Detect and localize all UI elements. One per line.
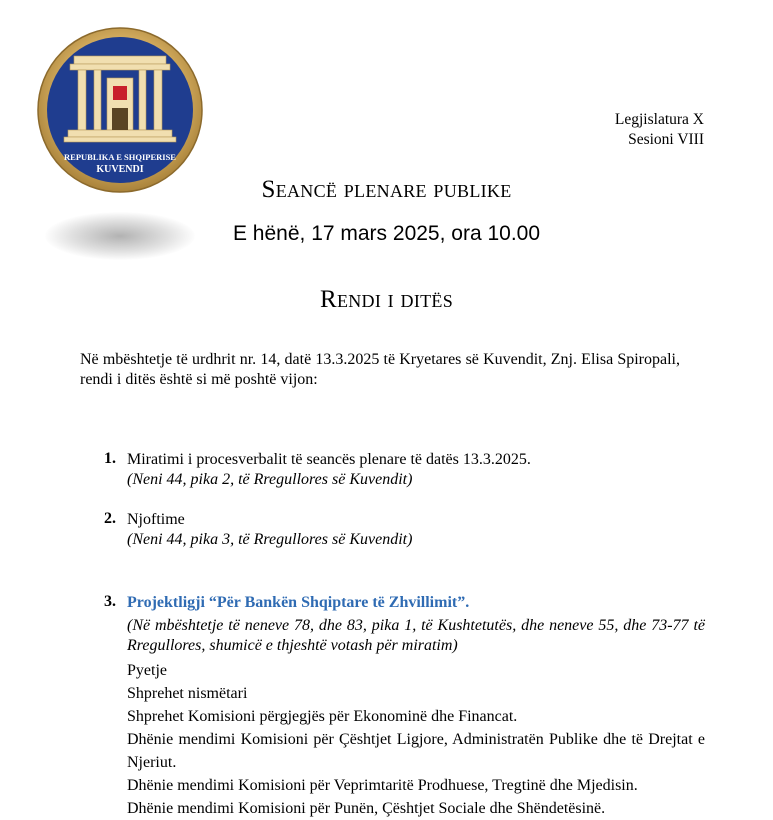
item-2-number: 2. <box>104 510 116 527</box>
legislature-label: Legjislatura X <box>614 111 704 128</box>
agenda-title <box>0 286 773 314</box>
agenda-title-text: Rendi i ditës <box>319 286 454 313</box>
seal-text-line2: KUVENDI <box>96 164 144 175</box>
item-3-line: Shprehet Komisioni përgjegjës për Ekonominë dhe Financat. <box>127 708 518 725</box>
item-3-line: Shprehet nismëtari <box>127 685 248 702</box>
page-title <box>0 176 773 204</box>
item-2-note: (Neni 44, pika 3, të Rregullores së Kuvendit) <box>127 531 413 548</box>
parliament-logo <box>34 26 206 194</box>
page-title-text: Seancë plenare publike <box>261 176 512 203</box>
kuvendi-seal-icon <box>34 26 206 194</box>
item-3-line: Dhënie mendimi Komisioni për Çështjet Ligjore, Administratën Publike dhe të Drejtat e Njeriut. <box>127 731 705 771</box>
item-3-number: 3. <box>104 593 116 610</box>
agenda-item-3 <box>127 593 705 820</box>
item-3-line: Pyetje <box>127 662 167 679</box>
item-2-title: Njoftime <box>127 511 185 528</box>
item-1-number: 1. <box>104 450 116 467</box>
item-3-line: Dhënie mendimi Komisioni për Veprimtaritë Prodhuese, Tregtinë dhe Mjedisin. <box>127 777 638 794</box>
intro-paragraph: Në mbështetje të urdhrit nr. 14, datë 13.3.2025 të Kryetares së Kuvendit, Znj. Elisa Spiropali, rendi i ditës është si më poshtë vijon: <box>80 351 680 388</box>
item-3-note: (Në mbështetje të neneve 78, dhe 83, pika 1, të Kushtetutës, dhe neneve 55, dhe 73-77 të Rregullores, shumicë e thjeshtë votash për miratim) <box>127 617 705 654</box>
seal-text-line1: REPUBLIKA E SHQIPERISE <box>64 152 176 162</box>
item-3-line: Dhënie mendimi Komisioni për Punën, Çështjet Sociale dhe Shëndetësinë. <box>127 800 606 817</box>
legislature-info <box>615 110 704 150</box>
session-date: E hënë, 17 mars 2025, ora 10.00 <box>232 222 541 245</box>
item-1-note: (Neni 44, pika 2, të Rregullores së Kuvendit) <box>127 471 413 488</box>
item-1-title: Miratimi i procesverbalit të seancës plenare të datës 13.3.2025. <box>127 451 531 468</box>
item-3-title: Projektligji “Për Bankën Shqiptare të Zhvillimit”. <box>127 594 470 611</box>
agenda-item-1 <box>127 450 707 490</box>
agenda-item-2 <box>127 510 707 550</box>
session-label: Sesioni VIII <box>628 131 704 148</box>
